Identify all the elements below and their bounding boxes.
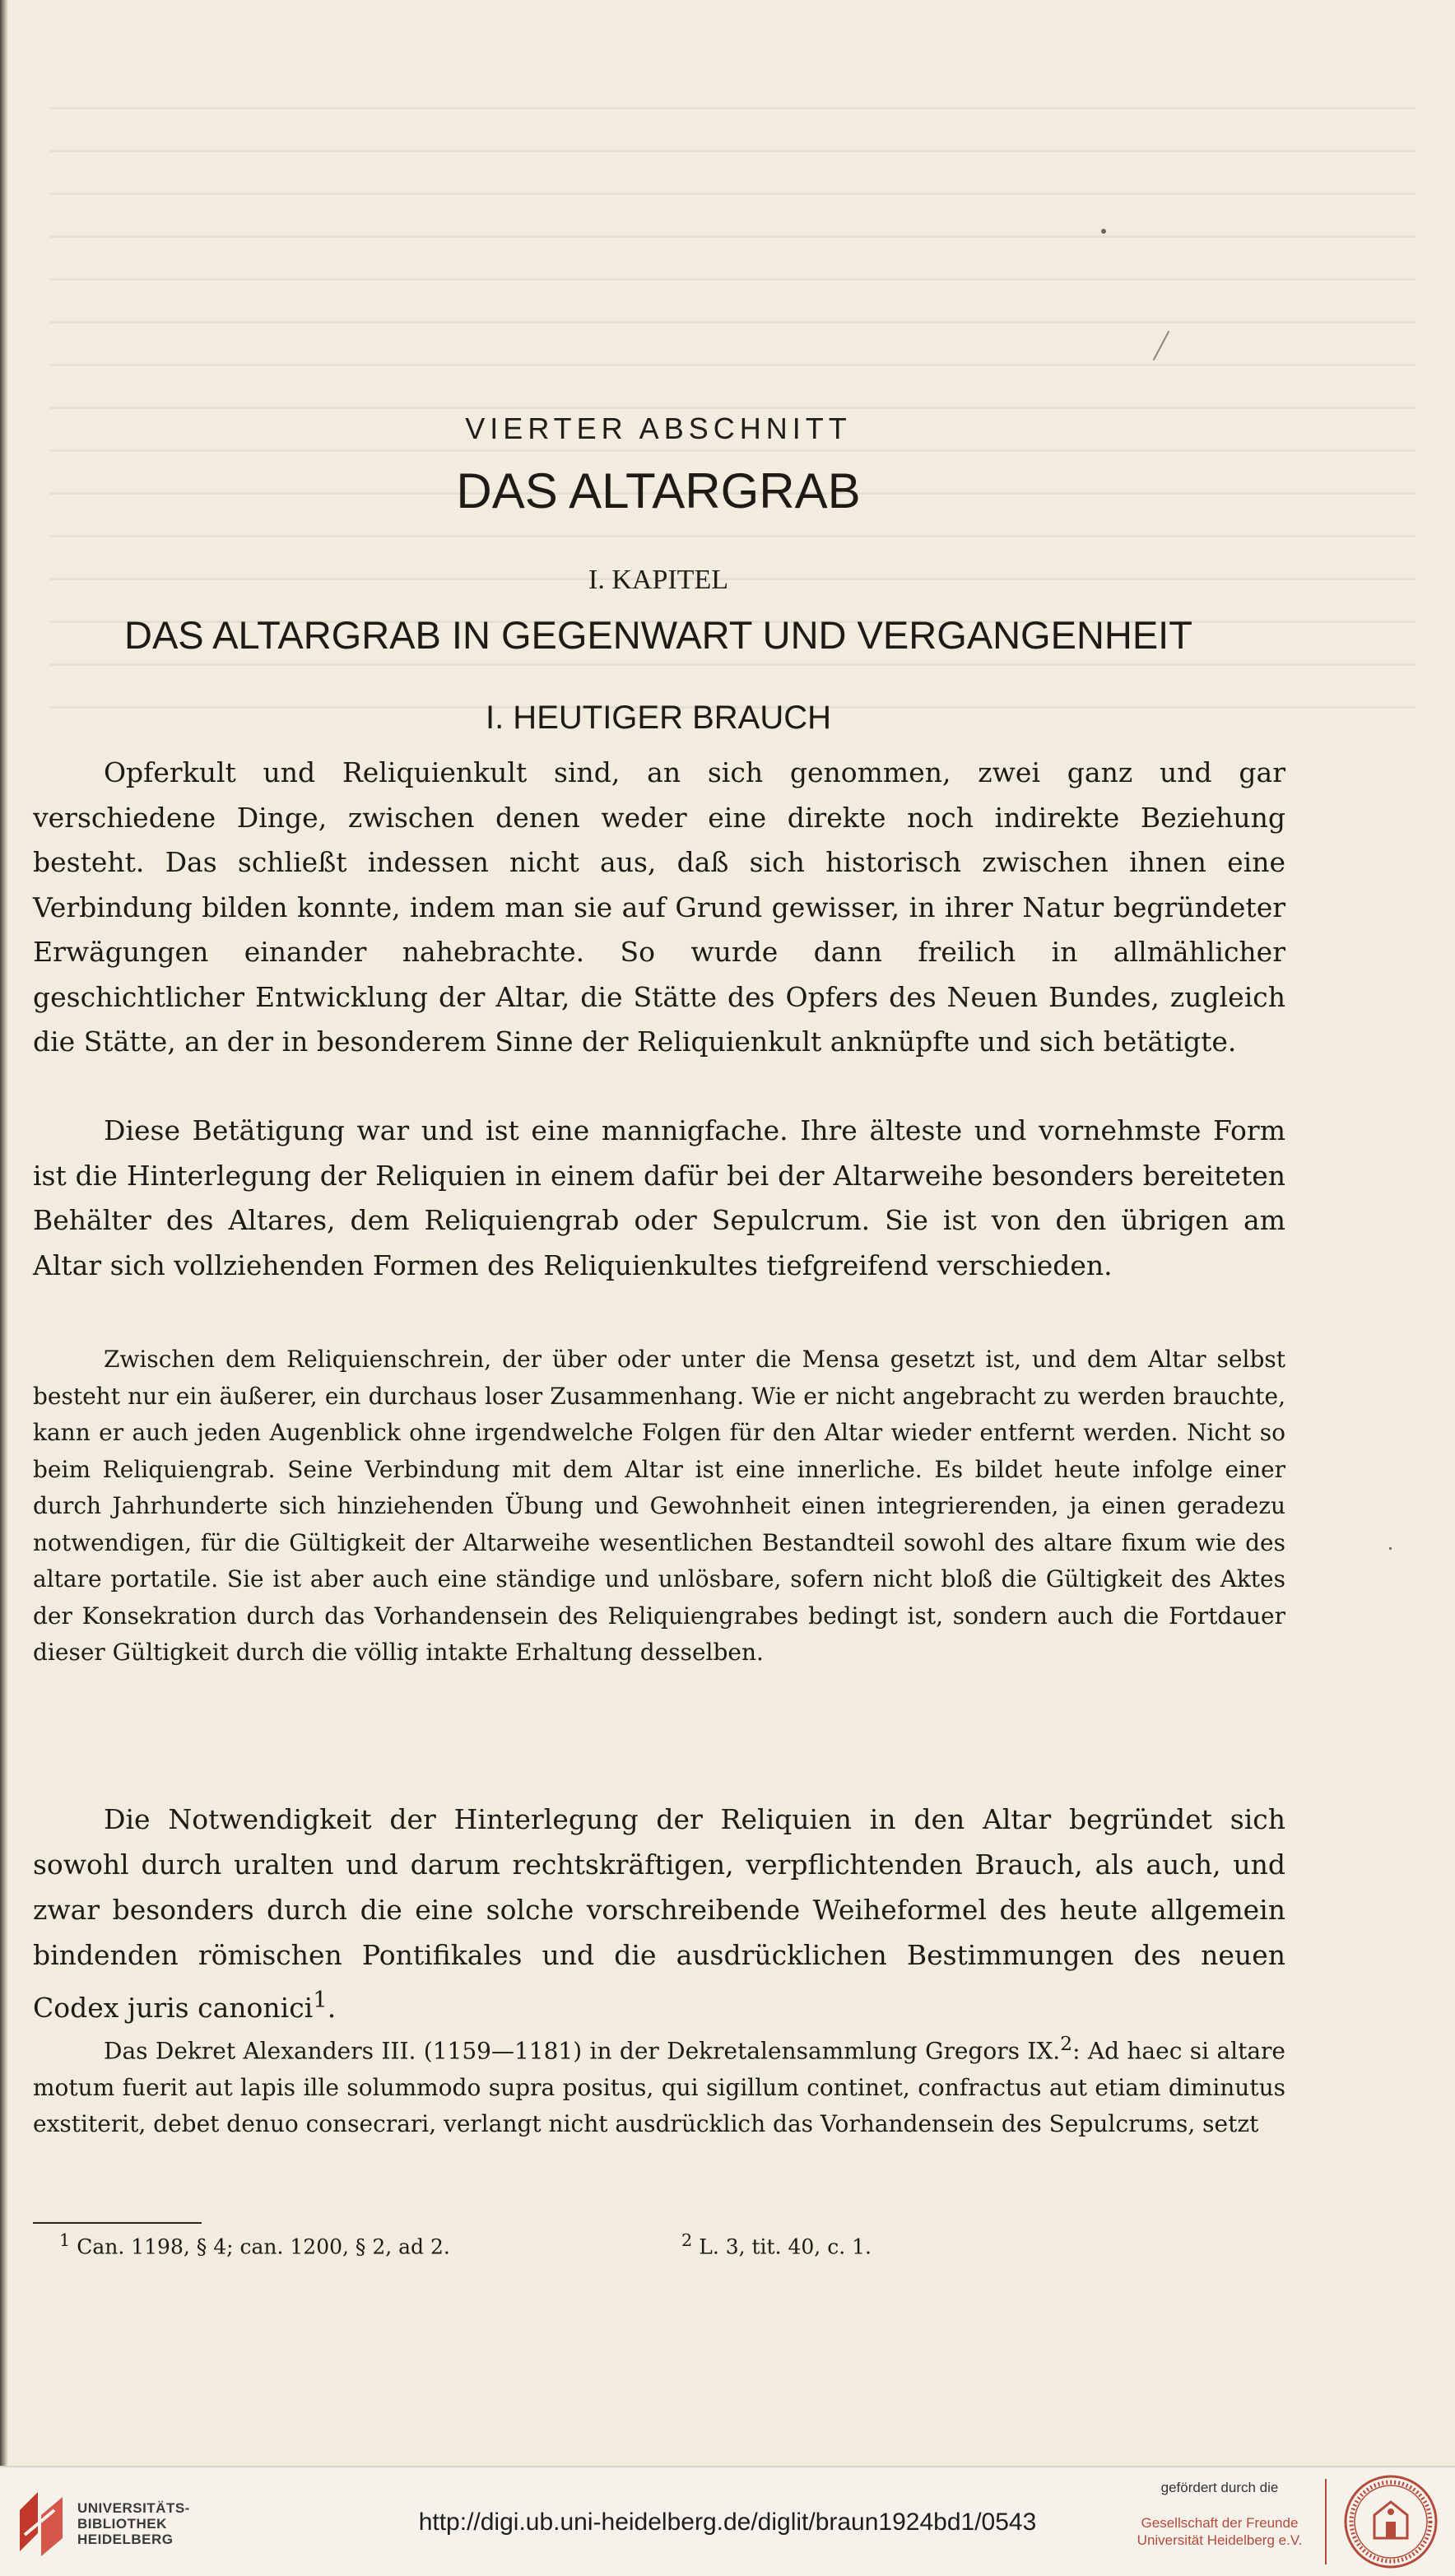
footnote (681, 2230, 872, 2258)
paragraph: Opferkult und Reliquienkult sind, an sich genommen, zwei ganz und gar verschiedene Dinge, zwischen denen weder eine direkte noch indirekte Beziehung besteht. Das schließt indessen nicht aus, daß sich historisch zwischen ihnen eine Verbindung bilden konnte, indem man sie auf Grund gewisser, in ihrer Natur begründeter Erwägungen einander nahebrachte. So wurde dann freilich in allmählicher geschichtlicher Entwicklung der Altar, die Stätte des Opfers des Neuen Bundes, zugleich die Stätte, an der in besonderem Sinne der Reliquienkult anknüpfte und sich betätigte. (33, 756, 1285, 1058)
small-print-paragraph (33, 2025, 1285, 2143)
library-name-line: HEIDELBERG (77, 2532, 174, 2547)
ink-speck (1101, 229, 1106, 234)
university-seal-icon[interactable] (1343, 2474, 1439, 2569)
margin-speck (1389, 1547, 1392, 1550)
footnote-text: L. 3, tit. 40, c. 1. (699, 2234, 872, 2259)
sponsor-divider (1325, 2479, 1327, 2564)
chapter-label: I. KAPITEL (588, 565, 728, 595)
small-print-paragraph: Zwischen dem Reliquienschrein, der über oder unter die Mensa gesetzt ist, und dem Altar selbst besteht nur ein äußerer, ein durchaus loser Zusammenhang. Wie er nicht angebracht zu werden brauchte, kann er auch jeden Augenblick ohne irgendwelche Folgen für den Altar wieder entfernt werden. Nicht so beim Reliquiengrab. Seine Verbindung mit dem Altar ist eine innerliche. Es bildet heute infolge einer durch Jahrhunderte sich hinziehenden Übung und Gewohnheit einen integrierenden, ja einen geradezu notwendigen, für die Gültigkeit der Altarweihe wesentlichen Bestandteil sowohl des altare fixum wie des altare portatile. Sie ist aber auch eine ständige und unlösbare, sofern nicht bloß die Gültigkeit des Aktes der Konsekration durch das Vorhandensein des Reliquiengrabes bedingt ist, sondern auch die Fortdauer dieser Gültigkeit durch die völlig intakte Erhaltung desselben. (33, 1346, 1285, 1666)
sponsor-name-line[interactable]: Gesellschaft der Freunde (1141, 2515, 1299, 2531)
footnote-ref[interactable]: 1 (313, 1987, 328, 2013)
chapter-title: DAS ALTARGRAB IN GEGENWART UND VERGANGENHEIT (124, 613, 1192, 657)
library-name-line: BIBLIOTHEK (77, 2516, 167, 2532)
page-binding-edge (0, 0, 8, 2466)
support-text: gefördert durch die (1160, 2480, 1279, 2495)
footnote (59, 2230, 450, 2258)
permalink-url[interactable]: http://digi.ub.uni-heidelberg.de/diglit/braun1924bd1/0543 (418, 2509, 1037, 2536)
paragraph-text: : Ad haec si altare motum fuerit aut lapis ille solummodo supra positus, qui sigillum continet, confractus aut etiam diminutus exstiterit, debet denuo consecrari, verlangt nicht ausdrücklich das Vorhandensein des Sepulcrums, setzt (33, 2037, 1285, 2138)
sponsor-credit (1121, 2479, 1318, 2549)
subheading: I. HEUTIGER BRAUCH (485, 700, 832, 736)
paragraph-text: . (327, 1992, 337, 2024)
footnote-mark: 1 (59, 2230, 71, 2250)
section-title: DAS ALTARGRAB (456, 463, 861, 518)
library-name-line: UNIVERSITÄTS- (77, 2500, 190, 2516)
sponsor-name-line[interactable]: Universität Heidelberg e.V. (1137, 2532, 1303, 2548)
footnote-ref[interactable]: 2 (1060, 2032, 1073, 2055)
paragraph (33, 1797, 1285, 2030)
footer-bar (0, 2466, 1455, 2576)
paragraph-text: Das Dekret Alexanders III. (1159—1181) in der Dekretalensammlung Gregors IX. (104, 2037, 1061, 2065)
footnote-mark: 2 (681, 2230, 693, 2250)
section-label: VIERTER ABSCHNITT (465, 412, 852, 445)
paragraph: Diese Betätigung war und ist eine mannigfache. Ihre älteste und vornehmste Form ist die Hinterlegung der Reliquien in einem dafür bei der Altarweihe besonders bereiteten Behälter des Altares, dem Reliquiengrab oder Sepulcrum. Sie ist von den übrigen am Altar sich vollziehenden Formen des Reliquienkultes tiefgreifend verschieden. (33, 1114, 1285, 1281)
footnote-rule (33, 2222, 202, 2224)
footnote-text: Can. 1198, § 4; can. 1200, § 2, ad 2. (77, 2234, 450, 2259)
paragraph-text: Die Notwendigkeit der Hinterlegung der Reliquien in den Altar begründet sich sowohl durch uralten und darum rechtskräftigen, verpflichtenden Brauch, als auch, und zwar besonders durch die eine solche vorschreibende Weiheformel des heute allgemein bindenden römischen Pontifikales und die ausdrücklichen Bestimmungen des neuen Codex juris canonici (33, 1803, 1285, 2024)
